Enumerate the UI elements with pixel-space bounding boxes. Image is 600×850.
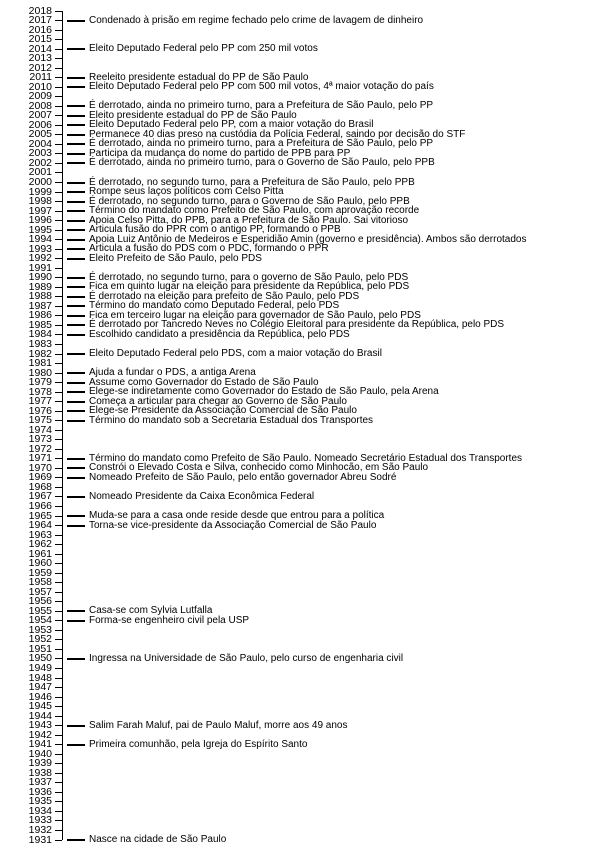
year-tick — [55, 658, 62, 659]
year-tick — [55, 287, 62, 288]
year-tick — [55, 735, 62, 736]
year-label: 1967 — [28, 490, 52, 503]
event-label: É derrotado, ainda no primeiro turno, para a Prefeitura de São Paulo, pelo PP — [89, 138, 434, 150]
year-tick — [55, 611, 62, 612]
year-label: 1939 — [28, 757, 52, 770]
event-marker — [67, 410, 85, 412]
event-label: Participa da mudança do nome do partido de PPB para PP — [89, 147, 351, 159]
year-tick — [55, 506, 62, 507]
year-label: 1966 — [28, 499, 52, 512]
year-label: 1952 — [28, 633, 52, 646]
year-tick — [55, 392, 62, 393]
event-marker — [67, 315, 85, 317]
event-marker — [67, 86, 85, 88]
year-tick — [55, 49, 62, 50]
year-label: 1949 — [28, 661, 52, 674]
year-tick — [55, 725, 62, 726]
event-label: É derrotado, no segundo turno, para o Governo de São Paulo, pelo PPB — [89, 195, 410, 207]
year-label: 1979 — [28, 376, 52, 389]
year-tick — [55, 563, 62, 564]
event-marker — [67, 458, 85, 460]
year-tick — [55, 582, 62, 583]
year-tick — [55, 220, 62, 221]
event-marker — [67, 467, 85, 469]
event-label: Nomeado Presidente da Caixa Econômica Federal — [89, 490, 315, 502]
year-label: 1958 — [28, 576, 52, 589]
event-label: Escolhido candidato a presidência da República, pelo PDS — [89, 328, 350, 340]
event-marker — [67, 296, 85, 298]
year-label: 1934 — [28, 804, 52, 817]
year-label: 1983 — [28, 338, 52, 350]
year-label: 1976 — [28, 404, 52, 417]
year-label: 1964 — [28, 519, 52, 532]
year-label: 2011 — [29, 71, 52, 84]
year-label: 1990 — [28, 271, 52, 284]
year-tick — [55, 211, 62, 212]
event-label: É derrotado, no segundo turno, para a Prefeitura de São Paulo, pelo PPB — [89, 176, 415, 188]
event-label: Salim Farah Maluf, pai de Paulo Maluf, morre aos 49 anos — [89, 719, 348, 731]
year-tick — [55, 840, 62, 841]
event-label: Término do mandato sob a Secretaria Estadual dos Transportes — [89, 414, 374, 426]
year-label: 1996 — [28, 214, 52, 227]
year-label: 1954 — [28, 614, 52, 627]
year-tick — [55, 325, 62, 326]
year-tick — [55, 296, 62, 297]
year-label: 1980 — [28, 366, 52, 379]
year-tick — [55, 134, 62, 135]
event-label: Ingressa na Universidade de São Paulo, pelo curso de engenharia civil — [89, 652, 404, 664]
year-tick — [55, 96, 62, 97]
year-tick — [55, 716, 62, 717]
year-tick — [55, 525, 62, 526]
year-tick — [55, 516, 62, 517]
year-label: 1988 — [28, 290, 52, 303]
year-label: 1992 — [28, 252, 52, 265]
year-tick — [55, 230, 62, 231]
year-tick — [55, 496, 62, 497]
year-label: 1942 — [28, 728, 52, 741]
year-label: 1933 — [28, 814, 52, 827]
year-label: 2007 — [28, 109, 52, 122]
event-marker — [67, 182, 85, 184]
year-label: 1951 — [28, 642, 52, 655]
year-label: 1946 — [28, 690, 52, 703]
year-label: 1998 — [28, 195, 52, 208]
event-label: Reeleito presidente estadual do PP de São Paulo — [89, 71, 309, 83]
year-tick — [55, 125, 62, 126]
event-label: Término do mandato como Prefeito de São Paulo, com aprovação recorde — [89, 205, 420, 217]
event-label: É derrotado, ainda no primeiro turno, para o Governo de São Paulo, pelo PPB — [89, 157, 435, 169]
year-label: 1982 — [28, 347, 52, 360]
event-label: Torna-se vice-presidente da Associação Comercial de São Paulo — [89, 519, 377, 531]
event-label: Permanece 40 dias preso na custódia da Polícia Federal, saindo por decisão do STF — [89, 128, 466, 140]
event-marker — [67, 420, 85, 422]
year-tick — [55, 820, 62, 821]
event-label: Condenado à prisão em regime fechado pelo crime de lavagem de dinheiro — [89, 14, 424, 26]
year-tick — [55, 649, 62, 650]
event-marker — [67, 105, 85, 107]
year-label: 1994 — [28, 233, 52, 246]
event-marker — [67, 20, 85, 22]
year-label: 1973 — [28, 433, 52, 446]
event-label: Elege-se indiretamente como Governador do Estado de São Paulo, pela Arena — [89, 386, 439, 398]
event-label: Articula fusão do PPR com o antigo PP, formando o PPB — [89, 224, 341, 236]
year-label: 1987 — [28, 299, 52, 312]
year-tick — [55, 39, 62, 40]
year-label: 1950 — [28, 652, 52, 665]
event-marker — [67, 744, 85, 746]
year-tick — [55, 439, 62, 440]
event-marker — [67, 477, 85, 479]
event-label: Casa-se com Sylvia Lutfalla — [89, 605, 213, 617]
year-label: 1969 — [28, 471, 52, 484]
year-label: 2012 — [28, 61, 52, 74]
event-marker — [67, 401, 85, 403]
event-marker — [67, 258, 85, 260]
year-label: 2014 — [28, 42, 52, 55]
year-tick — [55, 315, 62, 316]
year-tick — [55, 620, 62, 621]
year-tick — [55, 535, 62, 536]
year-tick — [55, 830, 62, 831]
event-label: Eleito Deputado Federal pelo PDS, com a maior votação do Brasil — [89, 348, 382, 360]
event-marker — [67, 115, 85, 117]
event-label: Eleito Deputado Federal pelo PP com 500 mil votos, 4ª maior votação do país — [89, 81, 434, 93]
event-label: Término do mandato como Prefeito de São Paulo. Nomeado Secretário Estadual dos Transportes — [89, 452, 523, 464]
event-marker — [67, 610, 85, 612]
year-tick — [55, 601, 62, 602]
year-label: 1984 — [28, 328, 52, 341]
year-tick — [55, 239, 62, 240]
year-label: 1986 — [28, 309, 52, 322]
event-label: Apoia Celso Pitta, do PPB, para a Prefeitura de São Paulo. Sai vitorioso — [89, 214, 409, 226]
event-marker — [67, 162, 85, 164]
year-tick — [55, 106, 62, 107]
year-label: 2016 — [28, 23, 52, 36]
year-tick — [55, 201, 62, 202]
year-tick — [55, 678, 62, 679]
event-label: Término do mandato como Deputado Federal, pelo PDS — [89, 300, 340, 312]
event-marker — [67, 48, 85, 50]
year-label: 1931 — [28, 833, 52, 846]
year-label: 1981 — [28, 357, 52, 370]
year-label: 1955 — [28, 604, 52, 617]
year-tick — [55, 115, 62, 116]
event-label: Apoia Luiz Antônio de Medeiros e Esperidião Amin (governo e presidência). Ambos são derrotados — [89, 233, 527, 245]
event-label: Assume como Governador do Estado de São Paulo — [89, 376, 319, 388]
year-label: 1956 — [28, 595, 52, 608]
year-tick — [55, 182, 62, 183]
event-label: É derrotado por Tancredo Neves no Colégio Eleitoral para presidente da República, pelo PDS — [89, 319, 505, 331]
event-marker — [67, 658, 85, 660]
year-label: 1936 — [28, 785, 52, 798]
year-tick — [55, 258, 62, 259]
event-label: Constrói o Elevado Costa e Silva, conhecido como Minhocão, em São Paulo — [89, 462, 429, 474]
year-label: 1968 — [28, 480, 52, 493]
year-label: 1947 — [28, 681, 52, 694]
event-marker — [67, 324, 85, 326]
year-tick — [55, 468, 62, 469]
year-label: 1960 — [28, 557, 52, 570]
event-label: Nasce na cidade de São Paulo — [89, 834, 227, 845]
year-tick — [55, 172, 62, 173]
year-tick — [55, 268, 62, 269]
year-label: 2003 — [28, 147, 52, 160]
year-tick — [55, 58, 62, 59]
year-tick — [55, 697, 62, 698]
year-label: 2017 — [28, 14, 52, 27]
year-label: 1935 — [28, 795, 52, 808]
event-label: Elege-se Presidente da Associação Comercial de São Paulo — [89, 405, 357, 417]
event-marker — [67, 334, 85, 336]
year-label: 2006 — [28, 118, 52, 131]
year-label: 1985 — [28, 318, 52, 331]
year-tick — [55, 163, 62, 164]
year-label: 1957 — [28, 585, 52, 598]
event-label: Rompe seus laços políticos com Celso Pitta — [89, 186, 284, 198]
year-tick — [55, 344, 62, 345]
year-label: 1993 — [28, 242, 52, 255]
year-tick — [55, 782, 62, 783]
timeline-axis — [62, 11, 63, 840]
year-label: 2015 — [28, 33, 52, 46]
year-label: 1989 — [28, 280, 52, 293]
year-tick — [55, 11, 62, 12]
year-label: 1995 — [28, 223, 52, 236]
year-label: 1977 — [28, 395, 52, 408]
event-label: Eleito Deputado Federal pelo PP, com a maior votação do Brasil — [89, 119, 374, 131]
year-label: 1971 — [28, 452, 52, 465]
year-label: 2001 — [28, 166, 52, 179]
year-label: 1974 — [28, 423, 52, 436]
year-tick — [55, 477, 62, 478]
event-marker — [67, 201, 85, 203]
year-label: 1999 — [28, 185, 52, 198]
year-tick — [55, 754, 62, 755]
year-tick — [55, 20, 62, 21]
event-marker — [67, 143, 85, 145]
year-label: 1948 — [28, 671, 52, 684]
year-tick — [55, 30, 62, 31]
year-label: 1938 — [28, 766, 52, 779]
year-tick — [55, 420, 62, 421]
year-label: 1937 — [28, 776, 52, 789]
year-tick — [55, 77, 62, 78]
year-tick — [55, 334, 62, 335]
event-marker — [67, 391, 85, 393]
event-marker — [67, 620, 85, 622]
year-tick — [55, 449, 62, 450]
event-marker — [67, 124, 85, 126]
event-marker — [67, 515, 85, 517]
event-label: Começa a articular para chegar ao Governo de São Paulo — [89, 395, 347, 407]
year-tick — [55, 144, 62, 145]
year-label: 2000 — [28, 176, 52, 189]
year-label: 1978 — [28, 385, 52, 398]
year-tick — [55, 811, 62, 812]
event-marker — [67, 725, 85, 727]
year-label: 1945 — [28, 700, 52, 713]
year-label: 1970 — [28, 461, 52, 474]
year-tick — [55, 744, 62, 745]
year-tick — [55, 801, 62, 802]
event-marker — [67, 191, 85, 193]
event-label: Fica em terceiro lugar na eleição para governador de São Paulo, pelo PDS — [89, 309, 421, 321]
event-marker — [67, 220, 85, 222]
year-label: 2010 — [28, 80, 52, 93]
year-label: 1932 — [28, 823, 52, 836]
year-label: 1943 — [28, 719, 52, 732]
event-label: Fica em quinto lugar na eleição para presidente da República, pelo PDS — [89, 281, 410, 293]
year-label: 2002 — [28, 156, 52, 169]
event-marker — [67, 353, 85, 355]
event-marker — [67, 286, 85, 288]
event-marker — [67, 153, 85, 155]
year-label: 1975 — [28, 414, 52, 427]
year-label: 2004 — [28, 137, 52, 150]
year-tick — [55, 411, 62, 412]
year-label: 2008 — [28, 99, 52, 112]
event-marker — [67, 496, 85, 498]
year-label: 2013 — [28, 52, 52, 65]
year-tick — [55, 458, 62, 459]
event-marker — [67, 229, 85, 231]
event-marker — [67, 525, 85, 527]
year-label: 1991 — [28, 261, 52, 274]
year-tick — [55, 668, 62, 669]
year-tick — [55, 773, 62, 774]
event-label: Eleito Deputado Federal pelo PP com 250 mil votos — [89, 43, 318, 55]
year-tick — [55, 487, 62, 488]
year-tick — [55, 153, 62, 154]
year-label: 1941 — [28, 738, 52, 751]
event-marker — [67, 248, 85, 250]
year-tick — [55, 249, 62, 250]
event-marker — [67, 239, 85, 241]
year-label: 1940 — [28, 747, 52, 760]
year-tick — [55, 554, 62, 555]
year-label: 1961 — [28, 547, 52, 560]
year-tick — [55, 592, 62, 593]
year-tick — [55, 630, 62, 631]
year-tick — [55, 639, 62, 640]
year-tick — [55, 792, 62, 793]
event-label: Eleito presidente estadual do PP de São Paulo — [89, 109, 297, 121]
event-label: Forma-se engenheiro civil pela USP — [89, 614, 250, 626]
year-tick — [55, 382, 62, 383]
year-label: 1959 — [28, 566, 52, 579]
event-marker — [67, 134, 85, 136]
event-label: Muda-se para a casa onde reside desde que entrou para a política — [89, 510, 385, 522]
year-tick — [55, 763, 62, 764]
event-label: Ajuda a fundar o PDS, a antiga Arena — [89, 367, 256, 379]
year-tick — [55, 277, 62, 278]
year-label: 2005 — [28, 128, 52, 141]
event-marker — [67, 277, 85, 279]
event-marker — [67, 839, 85, 841]
year-tick — [55, 544, 62, 545]
year-tick — [55, 430, 62, 431]
year-label: 2018 — [28, 4, 52, 17]
year-tick — [55, 687, 62, 688]
year-label: 1972 — [28, 442, 52, 455]
year-label: 1944 — [28, 709, 52, 722]
year-tick — [55, 354, 62, 355]
event-marker — [67, 77, 85, 79]
year-tick — [55, 87, 62, 88]
event-marker — [67, 210, 85, 212]
year-tick — [55, 306, 62, 307]
year-label: 1963 — [28, 528, 52, 541]
event-label: Primeira comunhão, pela Igreja do Espírito Santo — [89, 738, 308, 750]
year-label: 1953 — [28, 623, 52, 636]
event-label: Eleito Prefeito de São Paulo, pelo PDS — [89, 252, 262, 264]
event-marker — [67, 382, 85, 384]
year-tick — [55, 363, 62, 364]
year-tick — [55, 192, 62, 193]
year-tick — [55, 401, 62, 402]
year-label: 2009 — [28, 90, 52, 103]
event-label: É derrotado, ainda no primeiro turno, para a Prefeitura de São Paulo, pelo PP — [89, 100, 434, 112]
year-label: 1965 — [28, 509, 52, 522]
year-tick — [55, 68, 62, 69]
event-label: É derrotado, no segundo turno, para o governo de São Paulo, pelo PDS — [89, 271, 409, 283]
event-label: É derrotado na eleição para prefeito de São Paulo, pelo PDS — [89, 290, 360, 302]
year-label: 1962 — [28, 538, 52, 551]
event-marker — [67, 305, 85, 307]
year-tick — [55, 706, 62, 707]
event-label: Articula a fusão do PDS com o PDC, formando o PPR — [89, 243, 329, 255]
year-tick — [55, 373, 62, 374]
event-label: Nomeado Prefeito de São Paulo, pelo então governador Abreu Sodré — [89, 471, 397, 483]
event-marker — [67, 372, 85, 374]
year-label: 1997 — [28, 204, 52, 217]
year-tick — [55, 573, 62, 574]
